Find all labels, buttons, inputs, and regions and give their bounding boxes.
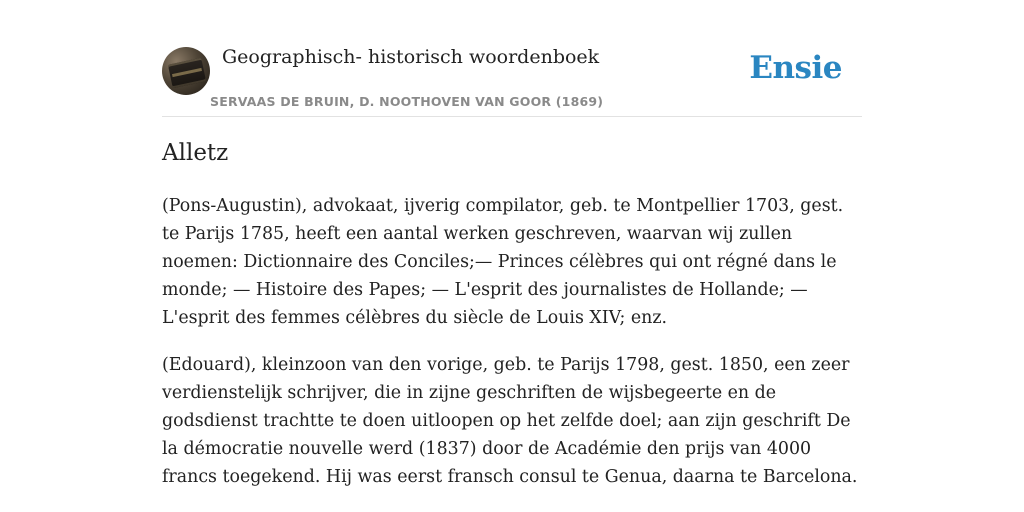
book-author: SERVAAS DE BRUIN, D. NOOTHOVEN VAN GOOR (1869)	[210, 94, 604, 109]
book-title[interactable]: Geographisch- historisch woordenboek	[222, 46, 600, 68]
entry-paragraph: (Edouard), kleinzoon van den vorige, geb. te Parijs 1798, gest. 1850, een zeer verdienstelijk schrijver, die in zijne geschriften de wijsbegeerte en de godsdienst trachtte te doen uitloopen op het zelfde doel; aan zijn geschrift De la démocratie nouvelle werd (1837) door de Académie den prijs van 4000 francs toegekend. Hij was eerst fransch consul te Genua, daarna te Barcelona.	[162, 355, 858, 487]
entry-body	[162, 192, 862, 510]
book-cover-image[interactable]	[162, 47, 210, 95]
entry-paragraph: (Pons-Augustin), advokaat, ijverig compilator, geb. te Montpellier 1703, gest. te Parijs 1785, heeft een aantal werken geschreven, waarvan wij zullen noemen: Dictionnaire des Conciles;— Princes célèbres qui ont régné dans le monde; — Histoire des Papes; — L'esprit des journalistes de Hollande; — L'esprit des femmes célèbres du siècle de Louis XIV; enz.	[162, 196, 844, 328]
content-column	[162, 0, 862, 487]
ensie-logo[interactable]: Ensie	[749, 50, 842, 86]
entry-title: Alletz	[162, 140, 229, 166]
header	[162, 0, 862, 117]
